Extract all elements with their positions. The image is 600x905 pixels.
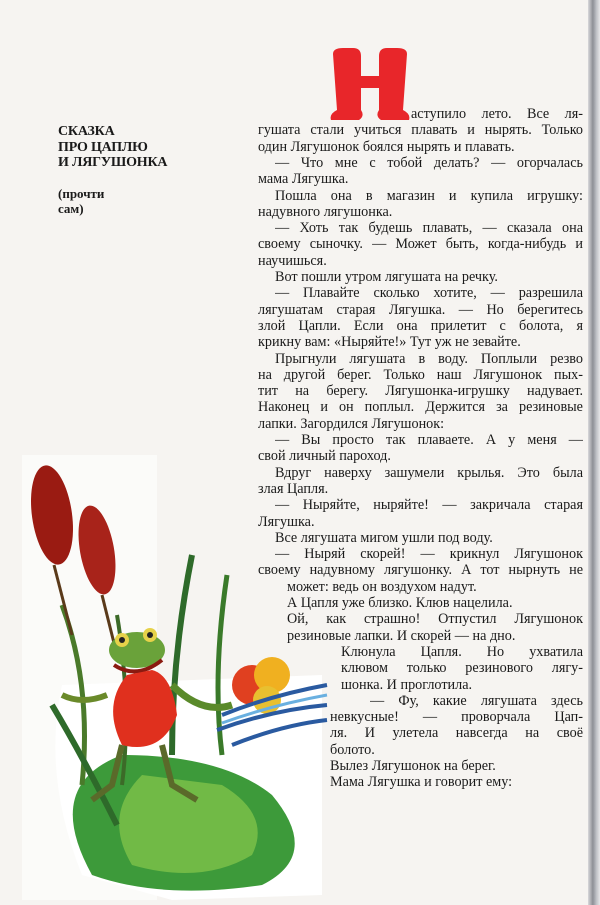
text-line: ля. И улетела навсегда на своё [330, 725, 583, 742]
title-line: ПРО ЦАПЛЮ [58, 139, 148, 155]
text-line: надувного лягушонка. [258, 203, 393, 220]
text-line: крикну вам: «Ныряйте!» Тут уж не зевайте. [258, 334, 521, 351]
text-line: научишься. [258, 252, 327, 269]
text-line: злая Цапля. [258, 480, 329, 497]
story-subtitle: (прочти сам) [58, 186, 105, 216]
text-line: — Фу, какие лягушата здесь [370, 692, 583, 709]
text-line: аступило лето. Все ля- [411, 106, 583, 122]
text-line: тит на берегу. Лягушонка-игрушку надувает. [258, 383, 583, 400]
text-line: — Ныряй скорей! — крикнул Лягушонок [275, 546, 583, 563]
story-title [58, 124, 167, 171]
text-line: Пошла она в магазин и купила игрушку: [275, 187, 583, 204]
text-line: свой личный пароход. [258, 448, 391, 465]
text-line: клювом только резинового лягу- [341, 660, 583, 677]
title-line: И ЛЯГУШОНКА [58, 155, 168, 170]
text-line: Клюнула Цапля. Но ухватила [341, 643, 583, 660]
text-line: Ой, как страшно! Отпустил Лягушонок [287, 611, 583, 628]
text-line: шонка. И проглотила. [341, 676, 473, 693]
text-line: Вот пошли утром лягушата на речку. [275, 269, 498, 285]
frog-illustration [22, 455, 332, 900]
text-line: своему надувному лягушонку. А тот нырнуть не [258, 562, 583, 579]
text-line: лапки. Загордился Лягушонок: [258, 415, 445, 432]
text-line: — Хоть так будешь плавать, — сказала она [275, 220, 583, 237]
text-line: злой Цапли. Если она прилетит с болота, я [258, 317, 583, 334]
text-line: может: ведь он воздухом надут. [287, 578, 477, 595]
text-line: лягушатам старая Лягушка. — Но берегитесь [258, 301, 583, 318]
title-line: СКАЗКА [58, 124, 115, 139]
text-line: на другой берег. Только наш Лягушонок пых- [258, 366, 583, 383]
text-line: Все лягушата мигом ушли под воду. [275, 529, 493, 546]
text-line: резиновые лапки. И скорей — на дно. [287, 627, 516, 644]
drop-cap-letter [329, 48, 411, 122]
text-line: Наконец и он поплыл. Держится за резиновые [258, 399, 583, 416]
text-line: Вдруг наверху зашумели крылья. Это была [275, 464, 583, 481]
text-line: Мама Лягушка и говорит ему: [330, 774, 513, 791]
text-line: А Цапля уже близко. Клюв нацелила. [287, 595, 513, 611]
text-line: — Вы просто так плаваете. А у меня — [275, 432, 583, 448]
text-line: гушата стали учиться плавать и нырять. Только [258, 122, 583, 139]
text-line: Прыгнули лягушата в воду. Поплыли резво [275, 350, 583, 367]
text-line: мама Лягушка. [258, 171, 349, 188]
text-line: Лягушка. [258, 513, 315, 530]
text-line: невкусные! — проворчала Цап- [330, 709, 583, 726]
text-line: болото. [330, 741, 375, 758]
text-line: своему сыночку. — Может быть, когда-нибудь и [258, 236, 583, 253]
text-line: Вылез Лягушонок на берег. [330, 758, 496, 774]
text-line: — Что мне с тобой делать? — огорчалась [275, 154, 583, 171]
text-line: один Лягушонок боялся нырять и плавать. [258, 138, 515, 155]
text-line: — Ныряйте, ныряйте! — закричала старая [275, 497, 583, 514]
book-binding [588, 0, 600, 905]
text-line: — Плавайте сколько хотите, — разрешила [275, 285, 583, 302]
